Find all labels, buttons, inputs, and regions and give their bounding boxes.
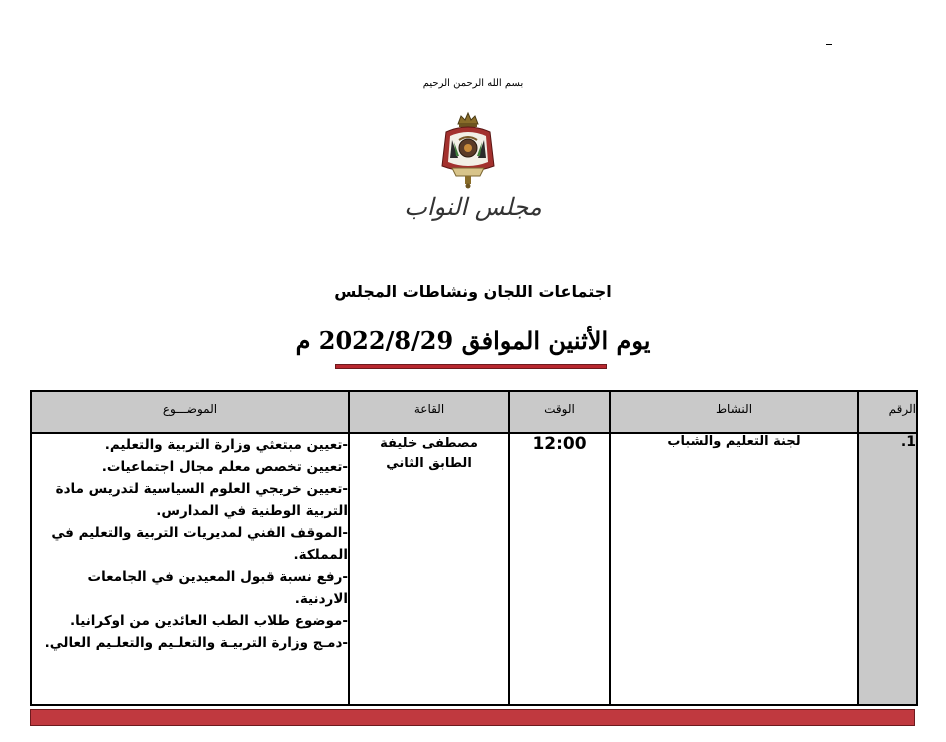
- row-number: 1.: [858, 433, 917, 705]
- stray-mark: [826, 44, 832, 45]
- hall-name: مصطفى خليفة: [380, 436, 478, 451]
- topic-item: -موضوع طلاب الطب العائدين من اوكرانيا.: [70, 613, 348, 629]
- row-hall: [349, 433, 509, 705]
- header-activity: النشاط: [610, 391, 858, 433]
- topic-item: -رفع نسبة قبول المعيدين في الجامعات الاردنية.: [87, 569, 348, 607]
- topic-item: -دمـج وزارة التربيـة والتعلـيم والتعلـيم العالي.: [44, 635, 348, 651]
- header-topic: الموضـــوع: [31, 391, 349, 433]
- header-time: الوقت: [509, 391, 610, 433]
- schedule-table: [30, 390, 918, 706]
- parliament-logotype: مجلس النواب: [404, 193, 542, 221]
- topic-item: -تعيين خريجي العلوم السياسية لتدريس مادة التربية الوطنية في المدارس.: [55, 481, 348, 519]
- date-title: يوم الأثنين الموافق 2022/8/29 م: [295, 326, 651, 355]
- header-hall: القاعة: [349, 391, 509, 433]
- topic-item: -تعيين مبتعثي وزارة التربية والتعليم.: [104, 437, 348, 453]
- title-underline-bar: [335, 364, 607, 369]
- table-row: [31, 433, 917, 705]
- topic-item: -الموقف الفني لمديريات التربية والتعليم في المملكة.: [51, 525, 348, 563]
- table-header-row: [31, 391, 917, 433]
- hall-floor: الطابق الثاني: [386, 456, 472, 471]
- row-time: 12:00: [509, 433, 610, 705]
- row-topics: [31, 433, 349, 705]
- header-number: الرقم: [858, 391, 917, 433]
- footer-bar: [30, 709, 915, 726]
- coat-of-arms-icon: [428, 110, 508, 190]
- row-activity: لجنة التعليم والشباب: [610, 433, 858, 705]
- basmala-text: بسم الله الرحمن الرحيم: [422, 78, 524, 89]
- topic-item: -تعيين تخصص معلم مجال اجتماعيات.: [101, 459, 348, 475]
- page-heading: اجتماعات اللجان ونشاطات المجلس: [334, 282, 612, 301]
